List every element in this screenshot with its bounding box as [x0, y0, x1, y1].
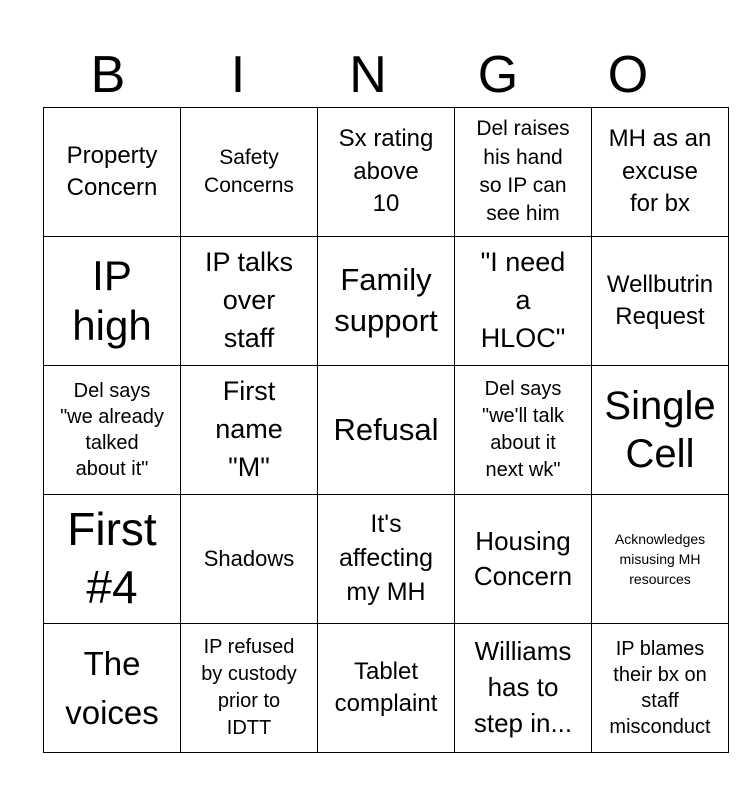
cell-text: MH as an excuse for bx [608, 125, 712, 218]
cell-text: IP refused by custody prior to IDTT [201, 636, 297, 739]
bingo-cell[interactable] [181, 624, 318, 753]
header-letter-n: N [349, 46, 387, 104]
board-row [44, 495, 729, 624]
board-row [44, 624, 729, 753]
bingo-cell[interactable] [455, 495, 592, 624]
cell-text: Property Concern [66, 141, 158, 201]
bingo-cell[interactable] [318, 366, 455, 495]
header-letter-o: O [607, 46, 649, 104]
bingo-cell[interactable] [181, 366, 318, 495]
cell-text: The voices [65, 644, 159, 731]
cell-text: Housing Concern [473, 525, 573, 591]
board-row [44, 108, 729, 237]
header-letter-g: G [477, 46, 519, 104]
header-letter-b: B [90, 46, 126, 104]
cell-text: Williams has to step in... [473, 636, 573, 738]
bingo-cell[interactable] [318, 495, 455, 624]
bingo-cell[interactable] [44, 366, 181, 495]
cell-text: Del says "we'll talk about it next wk" [481, 378, 565, 481]
cell-text: First #4 [67, 503, 157, 613]
cell-text: Sx rating above 10 [338, 125, 434, 218]
bingo-cell[interactable] [44, 624, 181, 753]
cell-text: Del says "we already talked about it" [60, 380, 164, 480]
cell-text: It's affecting my MH [338, 510, 434, 606]
bingo-cell[interactable] [181, 108, 318, 237]
cell-text: Wellbutrin Request [606, 270, 714, 330]
bingo-cell[interactable] [455, 108, 592, 237]
cell-text: IP talks over staff [204, 247, 294, 353]
bingo-cell[interactable] [592, 495, 729, 624]
cell-text: "I need a HLOC" [480, 247, 566, 353]
bingo-cell[interactable] [592, 366, 729, 495]
bingo-cell[interactable] [181, 495, 318, 624]
cell-text: First name "M" [215, 376, 283, 482]
bingo-cell[interactable] [455, 237, 592, 366]
board-row [44, 237, 729, 366]
cell-text: Acknowledges misusing MH resources [614, 530, 706, 588]
bingo-cell[interactable] [592, 108, 729, 237]
bingo-cell[interactable] [592, 624, 729, 753]
bingo-cell[interactable] [44, 237, 181, 366]
header-letter-i: I [230, 46, 246, 104]
bingo-cell[interactable] [318, 108, 455, 237]
cell-text: Family support [334, 262, 438, 338]
bingo-cell[interactable] [44, 495, 181, 624]
cell-text: Del raises his hand so IP can see him [476, 117, 570, 226]
bingo-cell[interactable] [318, 624, 455, 753]
bingo-cell[interactable] [181, 237, 318, 366]
bingo-cell[interactable] [455, 624, 592, 753]
cell-text: IP high [72, 251, 152, 349]
bingo-board [43, 107, 729, 753]
bingo-cell[interactable] [592, 237, 729, 366]
cell-text: Single Cell [604, 384, 716, 476]
cell-text: Shadows [203, 546, 295, 572]
bingo-header [43, 44, 693, 106]
bingo-cell[interactable] [455, 366, 592, 495]
cell-text: Refusal [333, 412, 439, 448]
bingo-cell[interactable] [44, 108, 181, 237]
board-row [44, 366, 729, 495]
bingo-cell[interactable] [318, 237, 455, 366]
cell-text: IP blames their bx on staff misconduct [609, 638, 711, 738]
cell-text: Safety Concerns [204, 145, 294, 197]
cell-text: Tablet complaint [334, 657, 438, 717]
